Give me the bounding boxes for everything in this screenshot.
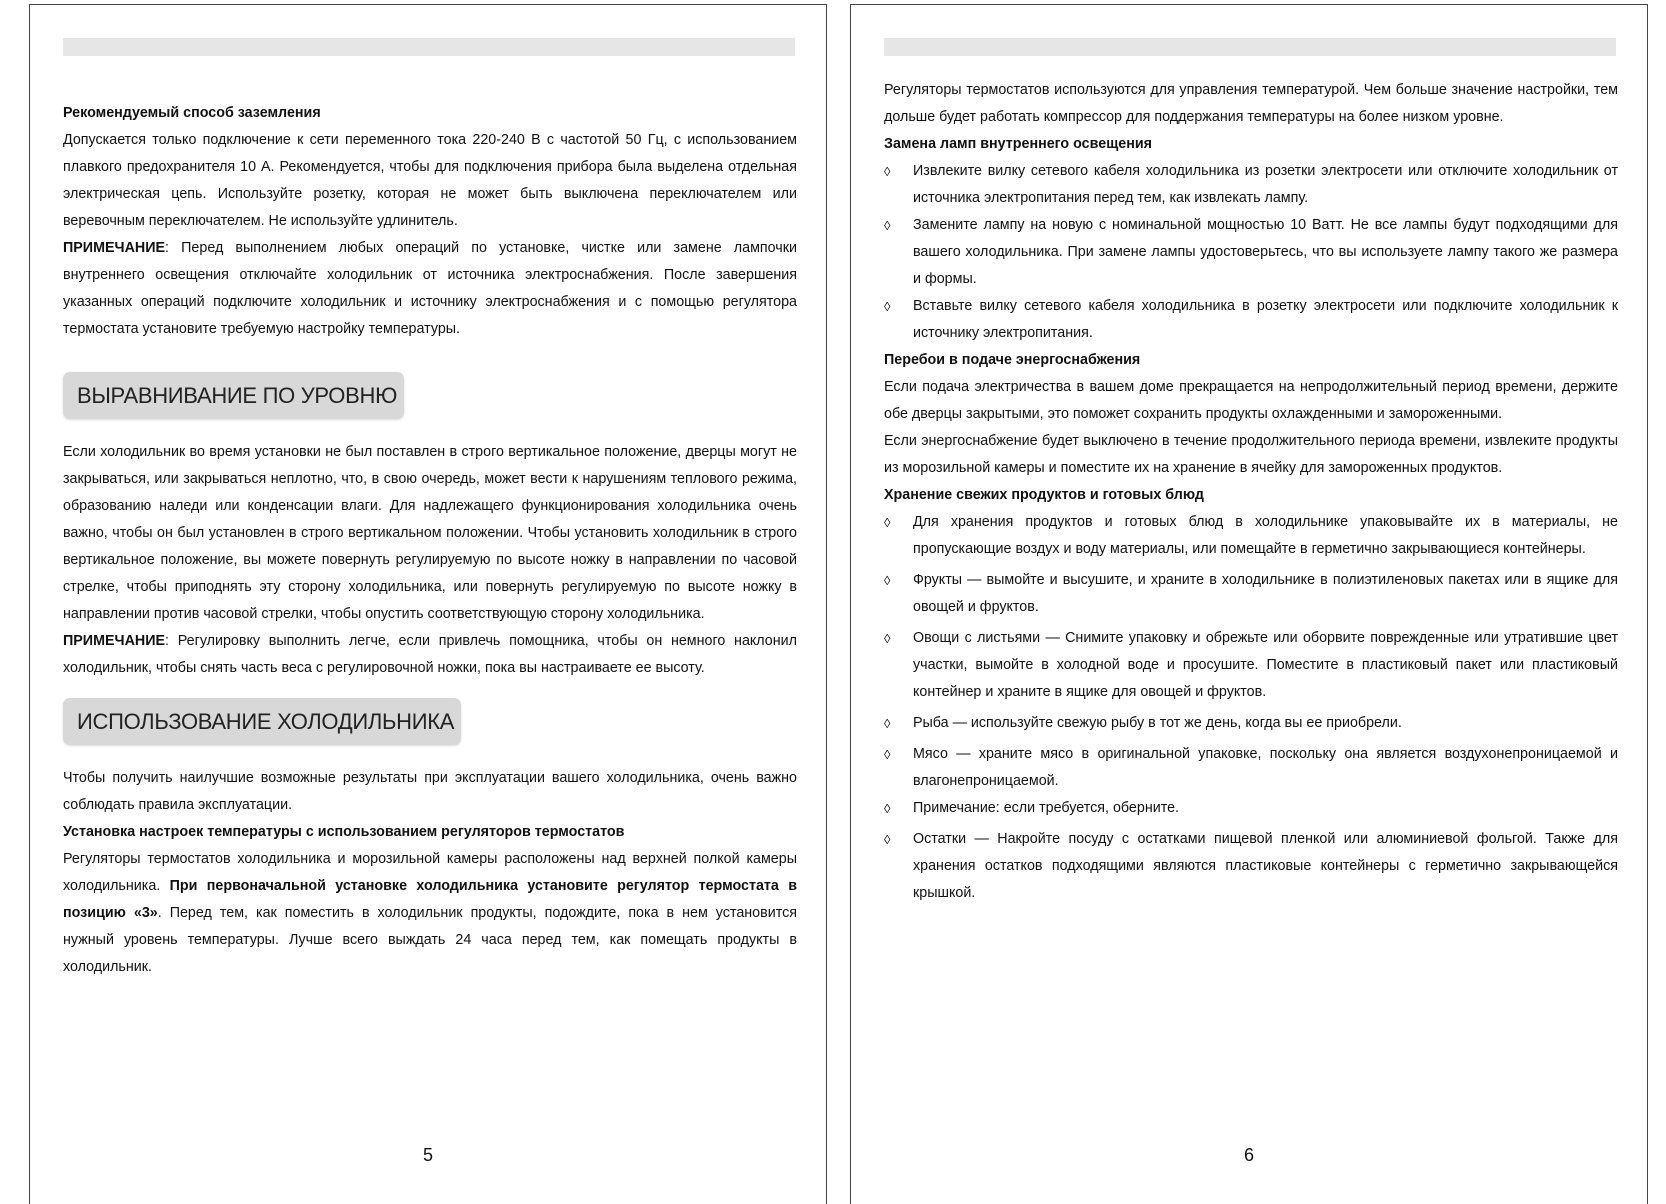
note-1-text: : Перед выполнением любых операций по установке, чистке или замене лампочки внутреннего освещения отключайте холодильник от источника электроснабжения. После завершения указанных операций подключите холодильник и источнику электроснабжения и с помощью регулятора термостата установите требуемую настройку температуры. xyxy=(63,240,797,337)
list-item-text: Овощи с листьями — Снимите упаковку и обрежьте или оборвите поврежденные или утратившие цвет участки, вымойте в холодной воде и просушите. Поместите в пластиковый пакет или пластиковый контейнер и храните в ящике для овощей и фруктов. xyxy=(913,630,1618,700)
list-item xyxy=(884,212,1618,293)
list-item xyxy=(884,509,1618,563)
list-item-text: Вставьте вилку сетевого кабеля холодильника в розетку электросети или подключите холодильник к источнику электропитания. xyxy=(913,298,1618,341)
list-item-text: Извлеките вилку сетевого кабеля холодильника из розетки электросети или отключите холодильник от источника электропитания перед тем, как извлекать лампу. xyxy=(913,163,1618,206)
power-text-2: Если энергоснабжение будет выключено в течение продолжительного периода времени, извлеките продукты из морозильной камеры и поместите их на хранение в ячейку для замороженных продуктов. xyxy=(884,433,1618,476)
section-title-usage: ИСПОЛЬЗОВАНИЕ ХОЛОДИЛЬНИКА xyxy=(63,698,461,745)
list-item xyxy=(884,710,1618,737)
thermostat-heading: Установка настроек температуры с использованием регуляторов термостатов xyxy=(63,824,625,840)
header-bar xyxy=(884,38,1616,56)
diamond-bullet-icon: ◊ xyxy=(884,747,891,762)
list-item xyxy=(884,826,1618,907)
diamond-bullet-icon: ◊ xyxy=(884,832,891,847)
list-item-text: Замените лампу на новую с номинальной мощностью 10 Ватт. Не все лампы будут подходящими для вашего холодильника. При замене лампы удостоверьтесь, что вы используете лампу такого же размера и формы. xyxy=(913,217,1618,287)
diamond-bullet-icon: ◊ xyxy=(884,573,891,588)
list-item-text: Остатки — Накройте посуду с остатками пищевой пленкой или алюминиевой фольгой. Также для хранения остатков подходящими являются пластиковые контейнеры с герметично закрывающейся крышкой. xyxy=(913,831,1618,901)
thermostat-text-b: . Перед тем, как поместить в холодильник продукты, подождите, пока в нем установится нужный уровень температуры. Лучше всего выждать 24 часа перед тем, как помещать продукты в холодильник. xyxy=(63,905,797,975)
diamond-bullet-icon: ◊ xyxy=(884,716,891,731)
diamond-bullet-icon: ◊ xyxy=(884,299,891,314)
note-2 xyxy=(63,628,797,682)
list-item-text: Мясо — храните мясо в оригинальной упаковке, поскольку она является воздухонепроницаемой и влагонепроницаемой. xyxy=(913,746,1618,789)
list-item xyxy=(884,625,1618,706)
note-2-label: ПРИМЕЧАНИЕ xyxy=(63,633,166,649)
usage-intro: Чтобы получить наилучшие возможные результаты при эксплуатации вашего холодильника, очень важно соблюдать правила эксплуатации. xyxy=(63,770,797,813)
page-right-content xyxy=(884,77,1618,907)
note-1-label: ПРИМЕЧАНИЕ xyxy=(63,240,166,256)
lamps-heading: Замена ламп внутреннего освещения xyxy=(884,136,1152,152)
grounding-heading: Рекомендуемый способ заземления xyxy=(63,105,321,121)
page-right xyxy=(850,4,1648,1204)
note-1 xyxy=(63,235,797,343)
note-2-text: : Регулировку выполнить легче, если привлечь помощника, чтобы он немного наклонил холодильник, чтобы снять часть веса с регулировочной ножки, пока вы настраиваете ее высоту. xyxy=(63,633,797,676)
power-text-1: Если подача электричества в вашем доме прекращается на непродолжительный период времени, держите обе дверцы закрытыми, это поможет сохранить продукты охлажденными и замороженными. xyxy=(884,379,1618,422)
storage-list xyxy=(884,509,1618,907)
diamond-bullet-icon: ◊ xyxy=(884,801,891,816)
thermostat-text-bold: При первоначальной установке холодильника установите регулятор термостата в позицию «3» xyxy=(63,878,797,921)
page-number: 6 xyxy=(1243,1145,1254,1165)
lamps-list xyxy=(884,158,1618,347)
page-left-content xyxy=(63,100,797,981)
list-item-text: Примечание: если требуется, оберните. xyxy=(913,800,1180,816)
thermostat-text-a: Регуляторы термостатов холодильника и морозильной камеры расположены над верхней полкой камеры холодильника. xyxy=(63,851,797,894)
page-left xyxy=(29,4,827,1204)
section-title-leveling: ВЫРАВНИВАНИЕ ПО УРОВНЮ xyxy=(63,372,404,419)
list-item xyxy=(884,158,1618,212)
list-item-text: Для хранения продуктов и готовых блюд в холодильнике упаковывайте их в материалы, не пропускающие воздух и воду материалы, или помещайте в герметично закрывающиеся контейнеры. xyxy=(913,514,1618,557)
page-number: 5 xyxy=(422,1145,433,1165)
list-item-text: Фрукты — вымойте и высушите, и храните в холодильнике в полиэтиленовых пакетах или в ящике для овощей и фруктов. xyxy=(913,572,1618,615)
thermostat-text xyxy=(63,846,797,981)
list-item-text: Рыба — используйте свежую рыбу в тот же день, когда вы ее приобрели. xyxy=(913,715,1402,731)
diamond-bullet-icon: ◊ xyxy=(884,164,891,179)
list-item xyxy=(884,741,1618,795)
list-item xyxy=(884,795,1618,822)
diamond-bullet-icon: ◊ xyxy=(884,515,891,530)
storage-heading: Хранение свежих продуктов и готовых блюд xyxy=(884,487,1204,503)
list-item xyxy=(884,567,1618,621)
list-item xyxy=(884,293,1618,347)
regulators-text: Регуляторы термостатов используются для управления температурой. Чем больше значение настройки, тем дольше будет работать компрессор для поддержания температуры на более низком уровне. xyxy=(884,82,1618,125)
leveling-text: Если холодильник во время установки не был поставлен в строго вертикальное положение, дверцы могут не закрываться, или закрываться неплотно, что, в свою очередь, может вести к нарушениям теплового режима, образованию наледи или конденсации влаги. Для надлежащего функционирования холодильника очень важно, чтобы он был установлен в строго вертикальном положении. Чтобы установить холодильник в строго вертикальное положение, вы можете повернуть регулируемую по высоте ножку в направлении по часовой стрелке, чтобы приподнять эту сторону холодильника, или повернуть регулируемую по высоте ножку в направлении против часовой стрелки, чтобы опустить соответствующую сторону холодильника. xyxy=(63,444,797,622)
diamond-bullet-icon: ◊ xyxy=(884,631,891,646)
grounding-text: Допускается только подключение к сети переменного тока 220-240 В с частотой 50 Гц, с использованием плавкого предохранителя 10 А. Рекомендуется, чтобы для подключения прибора была выделена отдельная электрическая цепь. Используйте розетку, которая не может быть выключена переключателем или веревочным переключателем. Не используйте удлинитель. xyxy=(63,132,797,229)
diamond-bullet-icon: ◊ xyxy=(884,218,891,233)
header-bar xyxy=(63,38,795,56)
power-heading: Перебои в подаче энергоснабжения xyxy=(884,352,1141,368)
